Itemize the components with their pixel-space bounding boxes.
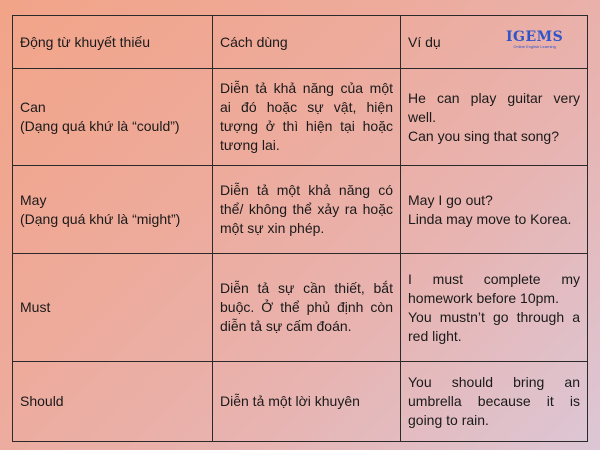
example-cell-may	[401, 166, 587, 254]
logo-brand: IGEMS	[506, 29, 564, 45]
example-cell-must	[401, 254, 587, 362]
verb-note: (Dạng quá khứ là “might”)	[20, 210, 181, 227]
verb-name: May	[20, 191, 47, 208]
verb-name: Can	[20, 99, 46, 115]
modal-verbs-table	[12, 15, 588, 442]
example-line: You mustn’t go through a red light.	[408, 308, 580, 344]
verb-cell-may	[13, 166, 213, 254]
verb-cell-should	[13, 362, 213, 441]
usage-cell-can: Diễn tả khả năng của một ai đó hoặc sự vật, hiện tượng ở thì hiện tại hoặc tương lai.	[213, 69, 401, 166]
example-line: I must complete my homework before 10pm.	[408, 270, 580, 306]
header-verb: Động từ khuyết thiếu	[13, 16, 213, 69]
usage-cell-may: Diễn tả một khả năng có thể/ không thể xảy ra hoặc một sự xin phép.	[213, 166, 401, 254]
header-examples: Ví dụ	[401, 16, 587, 69]
usage-cell-should: Diễn tả một lời khuyên	[213, 362, 401, 441]
usage-cell-must: Diễn tả sự cần thiết, bắt buộc. Ở thể phủ định còn diễn tả sự cấm đoán.	[213, 254, 401, 362]
example-cell-can	[401, 69, 587, 166]
igems-logo	[506, 30, 563, 49]
logo-tagline: Online English Learning	[513, 44, 556, 49]
verb-note: (Dạng quá khứ là “could”)	[20, 118, 180, 134]
example-line: Linda may move to Korea.	[408, 210, 572, 227]
header-usage: Cách dùng	[213, 16, 401, 69]
example-cell-should	[401, 362, 587, 441]
verb-name: Must	[20, 299, 51, 315]
example-line: He can play guitar very well.	[408, 89, 580, 125]
verb-cell-can	[13, 69, 213, 166]
verb-name: Should	[20, 393, 64, 409]
example-line: You should bring an umbrella because it is going to rain.	[408, 374, 580, 428]
example-line: May I go out?	[408, 191, 493, 208]
example-line: Can you sing that song?	[408, 127, 559, 144]
verb-cell-must	[13, 254, 213, 362]
